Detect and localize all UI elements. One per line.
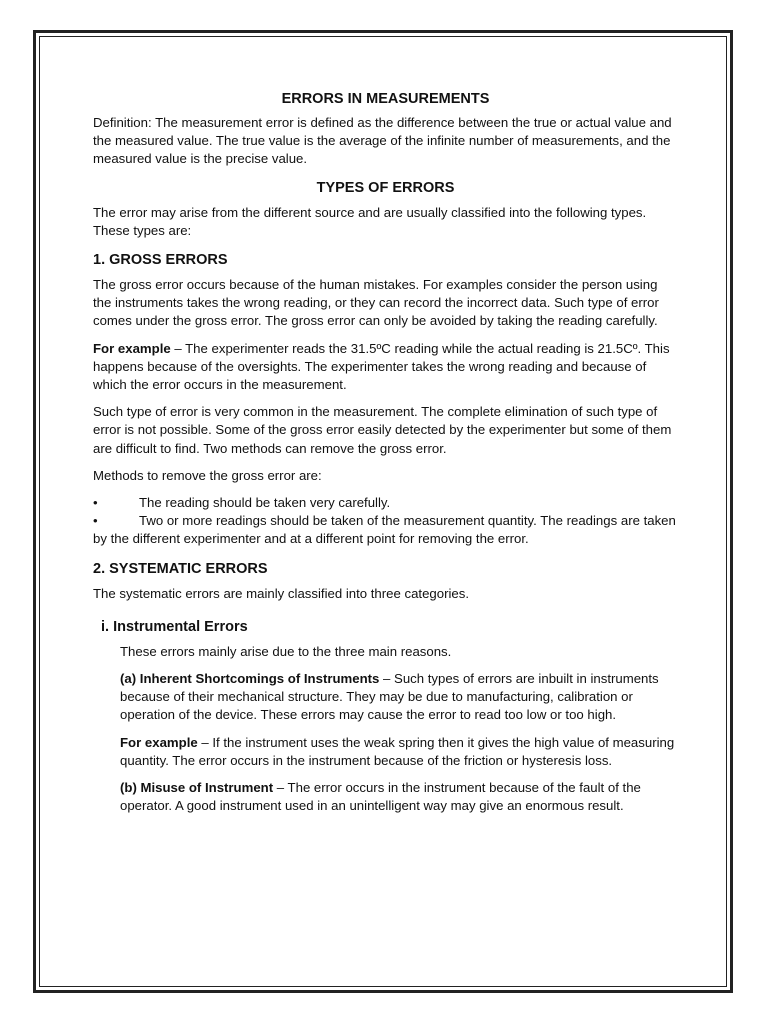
document-title: ERRORS IN MEASUREMENTS	[281, 91, 490, 107]
definition-paragraph: Definition: The measurement error is defined as the difference between the true or actual value and the measured value. The true value is the average of the infinite number of measurements, and the measured value is the precise value.	[93, 115, 672, 167]
misuse-of-instrument-paragraph	[120, 779, 678, 815]
misuse-text: – The error occurs in the instrument because of the fault of the operator. A good instrument used in an unintelligent way may give an enormous result.	[120, 780, 641, 814]
list-item	[93, 494, 678, 512]
types-intro-paragraph: The error may arise from the different source and are usually classified into the following types. These types are:	[93, 204, 647, 238]
instrument-example-paragraph	[120, 734, 678, 770]
gross-errors-paragraph: The gross error occurs because of the human mistakes. For examples consider the person using the instruments takes the wrong reading, or they can record the incorrect data. Such type of error comes under the gross error. The gross error can only be avoided by taking the reading carefully.	[93, 277, 659, 329]
list-item	[93, 512, 678, 548]
document-body	[93, 89, 678, 824]
example-label: For example	[93, 340, 171, 356]
methods-list	[93, 494, 678, 549]
list-item-text: Two or more readings should be taken of the measurement quantity. The readings are taken by the different experimenter and at a different point for removing the error.	[93, 513, 676, 547]
example-label: For example	[120, 734, 198, 750]
inherent-shortcomings-text: – Such types of errors are inbuilt in instruments because of their mechanical structure. They may be due to manufacturing, calibration or operation of the device. These errors may cause the error to read too low or too high.	[120, 671, 659, 723]
example-text: – If the instrument uses the weak spring then it gives the high value of measuring quantity. The error occurs in the instrument because of the friction or hysteresis loss.	[120, 734, 675, 768]
inherent-shortcomings-paragraph	[120, 670, 678, 725]
list-item-text: The reading should be taken very carefully.	[139, 495, 391, 511]
instrumental-errors-heading: i. Instrumental Errors	[101, 618, 248, 635]
methods-intro: Methods to remove the gross error are:	[93, 467, 322, 483]
types-heading: TYPES OF ERRORS	[316, 179, 455, 196]
gross-example-paragraph	[93, 340, 678, 395]
instrumental-intro: These errors mainly arise due to the three main reasons.	[120, 643, 452, 659]
example-text: – The experimenter reads the 31.5ºC reading while the actual reading is 21.5Cº. This happens because of the oversights. The experimenter takes the wrong reading and because of which the error occurs in the measurement.	[93, 340, 670, 393]
instrumental-errors-body	[120, 643, 678, 816]
bullet-icon: •	[93, 513, 98, 529]
systematic-errors-heading: 2. SYSTEMATIC ERRORS	[93, 560, 268, 577]
misuse-label: (b) Misuse of Instrument	[120, 780, 274, 796]
gross-errors-heading: 1. GROSS ERRORS	[93, 252, 228, 269]
systematic-intro-paragraph: The systematic errors are mainly classified into three categories.	[93, 585, 469, 601]
inherent-shortcomings-label: (a) Inherent Shortcomings of Instruments	[120, 671, 380, 687]
bullet-icon: •	[93, 495, 98, 511]
gross-elimination-paragraph: Such type of error is very common in the measurement. The complete elimination of such type of error is not possible. Some of the gross error easily detected by the experimenter but some of them are difficult to find. Two methods can remove the gross error.	[93, 404, 672, 456]
